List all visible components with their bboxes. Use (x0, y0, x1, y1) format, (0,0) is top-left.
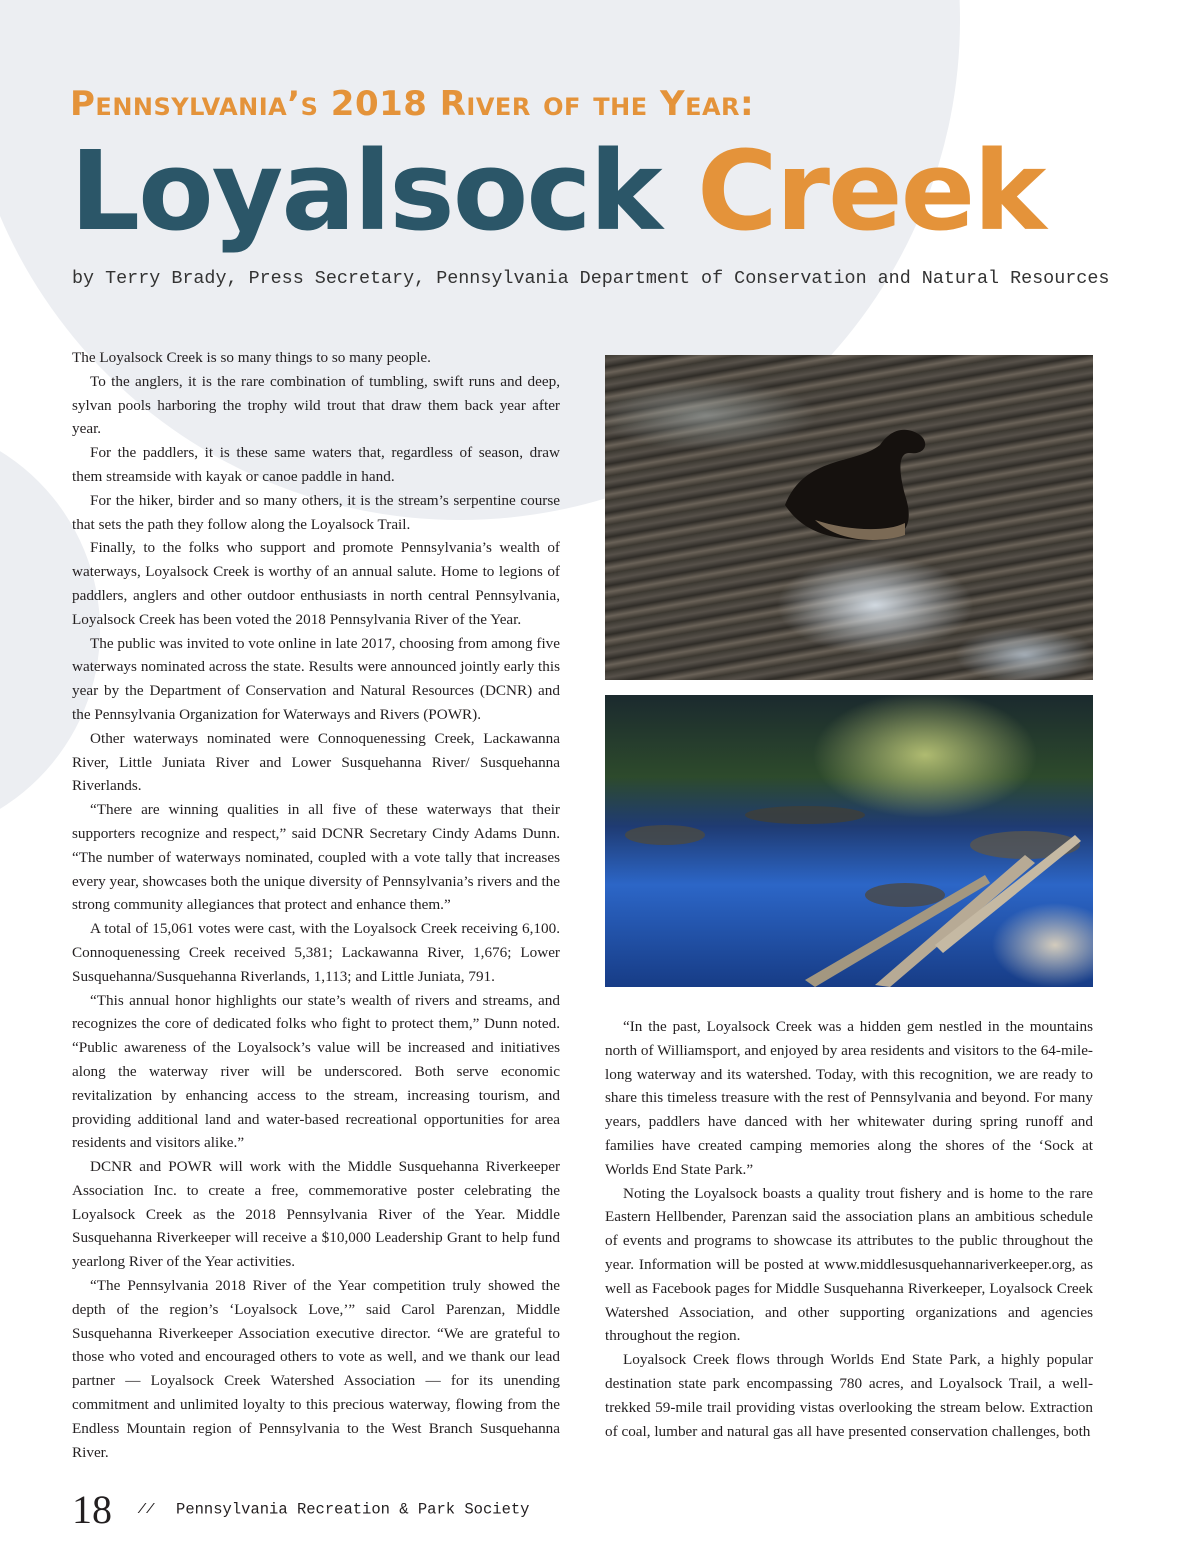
paragraph: “This annual honor highlights our state’s wealth of rivers and streams, and recognizes the core of dedicated folks who fight to protect them,” Dunn noted. “Public awareness of the Loyalsock’s value will be increased and initiatives along the waterway river will be underscored. Both serve economic revitalization by enhancing access to the stream, increasing tourism, and providing additional land and water-based recreational opportunities for area residents and visitors alike.” (72, 991, 560, 1152)
byline: by Terry Brady, Press Secretary, Pennsylvania Department of Conservation and Natural Resources (72, 268, 1110, 289)
footer-separator: // (137, 1501, 155, 1518)
photo-goose-in-rapids (605, 355, 1093, 680)
paragraph: To the anglers, it is the rare combination of tumbling, swift runs and deep, sylvan pools harboring the trophy wild trout that draw them back year after year. (72, 372, 560, 438)
article-title (70, 120, 1044, 263)
paragraph: Noting the Loyalsock boasts a quality trout fishery and is home to the rare Eastern Hellbender, Parenzan said the association plans an ambitious schedule of events and programs to showcase its attributes to the public throughout the year. Information will be posted at www.middlesusquehannariverkeeper.org, as well as Facebook pages for Middle Susquehanna Riverkeeper, Loyalsock Creek Watershed Association, and other supporting organizations and agencies throughout the region. (605, 1184, 1093, 1345)
paragraph: “The Pennsylvania 2018 River of the Year competition truly showed the depth of the region’s ‘Loyalsock Love,’” said Carol Parenzan, Middle Susquehanna Riverkeeper Association executive director. “We are grateful to those who voted and encouraged others to vote as well, and we thank our lead partner — Loyalsock Creek Watershed Association — for its unending commitment and unlimited loyalty to this precious waterway, flowing from the Endless Mountain region of Pennsylvania to the West Branch Susquehanna River. (72, 1277, 560, 1461)
page-footer (72, 1486, 530, 1533)
goose-silhouette (605, 355, 1093, 680)
paragraph: For the hiker, birder and so many others, it is the stream’s serpentine course that sets the path they follow along the Loyalsock Trail. (72, 491, 560, 533)
paragraph: “In the past, Loyalsock Creek was a hidden gem nestled in the mountains north of Williamsport, and enjoyed by area residents and visitors to the 64-mile-long waterway and its watershed. Today, with this recognition, we are ready to share this timeless treasure with the rest of Pennsylvania and beyond. For many years, paddlers have danced with her whitewater during spring runoff and families have created camping memories along the shores of the ‘Sock at Worlds End State Park.” (605, 1018, 1093, 1178)
publication-name: Pennsylvania Recreation & Park Society (176, 1500, 530, 1519)
paragraph: A total of 15,061 votes were cast, with the Loyalsock Creek receiving 6,100. Connoquenessing Creek received 5,381; Lackawanna River, 1,676; Lower Susquehanna/Susquehanna Riverlands, 1,113; and Little Juniata, 791. (72, 920, 560, 985)
paragraph: Loyalsock Creek flows through Worlds End State Park, a highly popular destination state park encompassing 780 acres, and Loyalsock Trail, a well-trekked 59-mile trail providing vistas overlooking the stream below. Extraction of coal, lumber and natural gas all have presented conservation challenges, both (605, 1351, 1093, 1440)
paragraph: DCNR and POWR will work with the Middle Susquehanna Riverkeeper Association Inc. to create a free, commemorative poster celebrating the Loyalsock Creek as the 2018 Pennsylvania River of the Year. Middle Susquehanna Riverkeeper will receive a $10,000 Leadership Grant to help fund yearlong River of the Year activities. (72, 1158, 560, 1271)
paragraph: For the paddlers, it is these same waters that, regardless of season, draw them streamside with kayak or canoe paddle in hand. (72, 444, 560, 485)
left-column (72, 346, 560, 1464)
paragraph: Other waterways nominated were Connoquenessing Creek, Lackawanna River, Little Juniata River and Lower Susquehanna River/ Susquehanna Riverlands. (72, 729, 560, 795)
paragraph: “There are winning qualities in all five of these waterways that their supporters recognize and respect,” said DCNR Secretary Cindy Adams Dunn. “The number of waterways nominated, coupled with a vote tally that increases every year, showcases both the unique diversity of Pennsylvania’s rivers and the strong community allegiances that protect and enhance them.” (72, 801, 560, 914)
photo-creek-landscape (605, 695, 1093, 987)
right-column (605, 1015, 1093, 1443)
page-number: 18 (72, 1487, 112, 1532)
article-kicker: Pennsylvania’s 2018 River of the Year: (70, 84, 755, 124)
paragraph: The public was invited to vote online in late 2017, choosing from among five waterways nominated across the state. Results were announced jointly early this year by the Department of Conservation and Natural Resources (DCNR) and the Pennsylvania Organization for Waterways and Rivers (POWR). (72, 634, 560, 723)
title-part-creek: Creek (697, 127, 1045, 255)
paragraph: The Loyalsock Creek is so many things to so many people. (72, 349, 431, 366)
title-part-loyalsock: Loyalsock (70, 127, 661, 255)
driftwood-and-rocks (605, 695, 1093, 987)
paragraph: Finally, to the folks who support and promote Pennsylvania’s wealth of waterways, Loyalsock Creek is worthy of an annual salute. Home to legions of paddlers, anglers and other outdoor enthusiasts in north central Pennsylvania, Loyalsock Creek has been voted the 2018 Pennsylvania River of the Year. (72, 539, 560, 628)
